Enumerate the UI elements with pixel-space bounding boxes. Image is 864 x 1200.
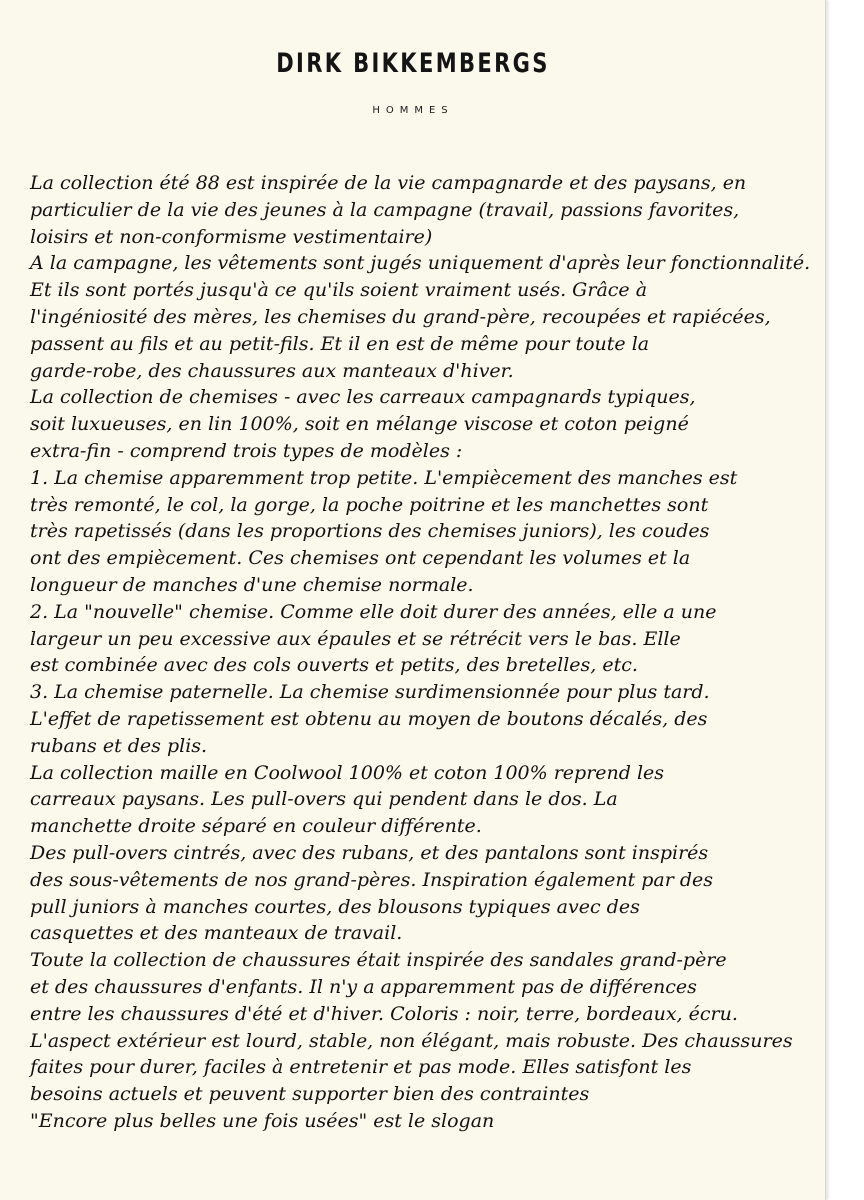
text-line: ont des empiècement. Ces chemises ont cependant les volumes et la	[30, 547, 691, 570]
text-line: l'ingéniosité des mères, les chemises du grand-père, recoupées et rapiécées,	[30, 305, 771, 328]
text-line: A la campagne, les vêtements sont jugés uniquement d'après leur fonctionnalité.	[30, 252, 811, 275]
text-line: largeur un peu excessive aux épaules et se rétrécit vers le bas. Elle	[30, 627, 681, 650]
text-line: très rapetissés (dans les proportions des chemises juniors), les coudes	[30, 520, 710, 543]
text-line: rubans et des plis.	[30, 734, 208, 757]
text-line: particulier de la vie des jeunes à la campagne (travail, passions favorites,	[30, 198, 740, 221]
brand-subtitle: HOMMES	[372, 105, 454, 116]
text-line: entre les chaussures d'été et d'hiver. Coloris : noir, terre, bordeaux, écru.	[30, 1002, 738, 1025]
text-line: passent au fils et au petit-fils. Et il en est de même pour toute la	[30, 332, 650, 355]
text-line: La collection maille en Coolwool 100% et coton 100% reprend les	[30, 761, 665, 784]
handwritten-text	[30, 170, 825, 1135]
text-line: "Encore plus belles une fois usées" est le slogan	[30, 1109, 495, 1132]
text-line: soit luxueuses, en lin 100%, soit en mélange viscose et coton peigné	[30, 413, 689, 436]
text-line: L'effet de rapetissement est obtenu au moyen de boutons décalés, des	[30, 707, 708, 730]
brand-heading: DIRK BIKKEMBERGS	[276, 48, 550, 79]
text-line: et des chaussures d'enfants. Il n'y a apparemment pas de différences	[30, 975, 697, 998]
text-line: des sous-vêtements de nos grand-pères. Inspiration également par des	[30, 868, 714, 891]
text-line: extra-fin - comprend trois types de modèles :	[30, 439, 463, 462]
text-line: carreaux paysans. Les pull-overs qui pendent dans le dos. La	[30, 788, 618, 811]
text-line: La collection été 88 est inspirée de la vie campagnarde et des paysans, en	[30, 172, 747, 194]
text-line: garde-robe, des chaussures aux manteaux d'hiver.	[30, 359, 514, 382]
text-line: manchette droite séparé en couleur différente.	[30, 815, 482, 838]
text-line: 1. La chemise apparemment trop petite. L'empiècement des manches est	[30, 466, 738, 489]
text-line: Des pull-overs cintrés, avec des rubans, et des pantalons sont inspirés	[30, 841, 709, 864]
text-line: casquettes et des manteaux de travail.	[30, 922, 403, 945]
text-line: pull juniors à manches courtes, des blousons typiques avec des	[30, 895, 640, 918]
text-line: longueur de manches d'une chemise normale.	[30, 573, 474, 596]
text-line: loisirs et non-conformisme vestimentaire)	[30, 225, 433, 248]
text-line: faites pour durer, faciles à entretenir et pas mode. Elles satisfont les	[30, 1056, 692, 1079]
text-line: Toute la collection de chaussures était inspirée des sandales grand-père	[30, 949, 727, 972]
text-line: très remonté, le col, la gorge, la poche poitrine et les manchettes sont	[30, 493, 709, 516]
text-line: 3. La chemise paternelle. La chemise surdimensionnée pour plus tard.	[30, 681, 710, 704]
text-line: L'aspect extérieur est lourd, stable, non élégant, mais robuste. Des chaussures	[30, 1029, 793, 1052]
text-line: besoins actuels et peuvent supporter bien des contraintes	[30, 1083, 590, 1106]
text-line: La collection de chemises - avec les carreaux campagnards typiques,	[30, 386, 696, 409]
text-line: 2. La "nouvelle" chemise. Comme elle doit durer des années, elle a une	[30, 600, 717, 623]
text-line: est combinée avec des cols ouverts et petits, des bretelles, etc.	[30, 654, 638, 677]
text-line: Et ils sont portés jusqu'à ce qu'ils soient vraiment usés. Grâce à	[30, 279, 648, 302]
